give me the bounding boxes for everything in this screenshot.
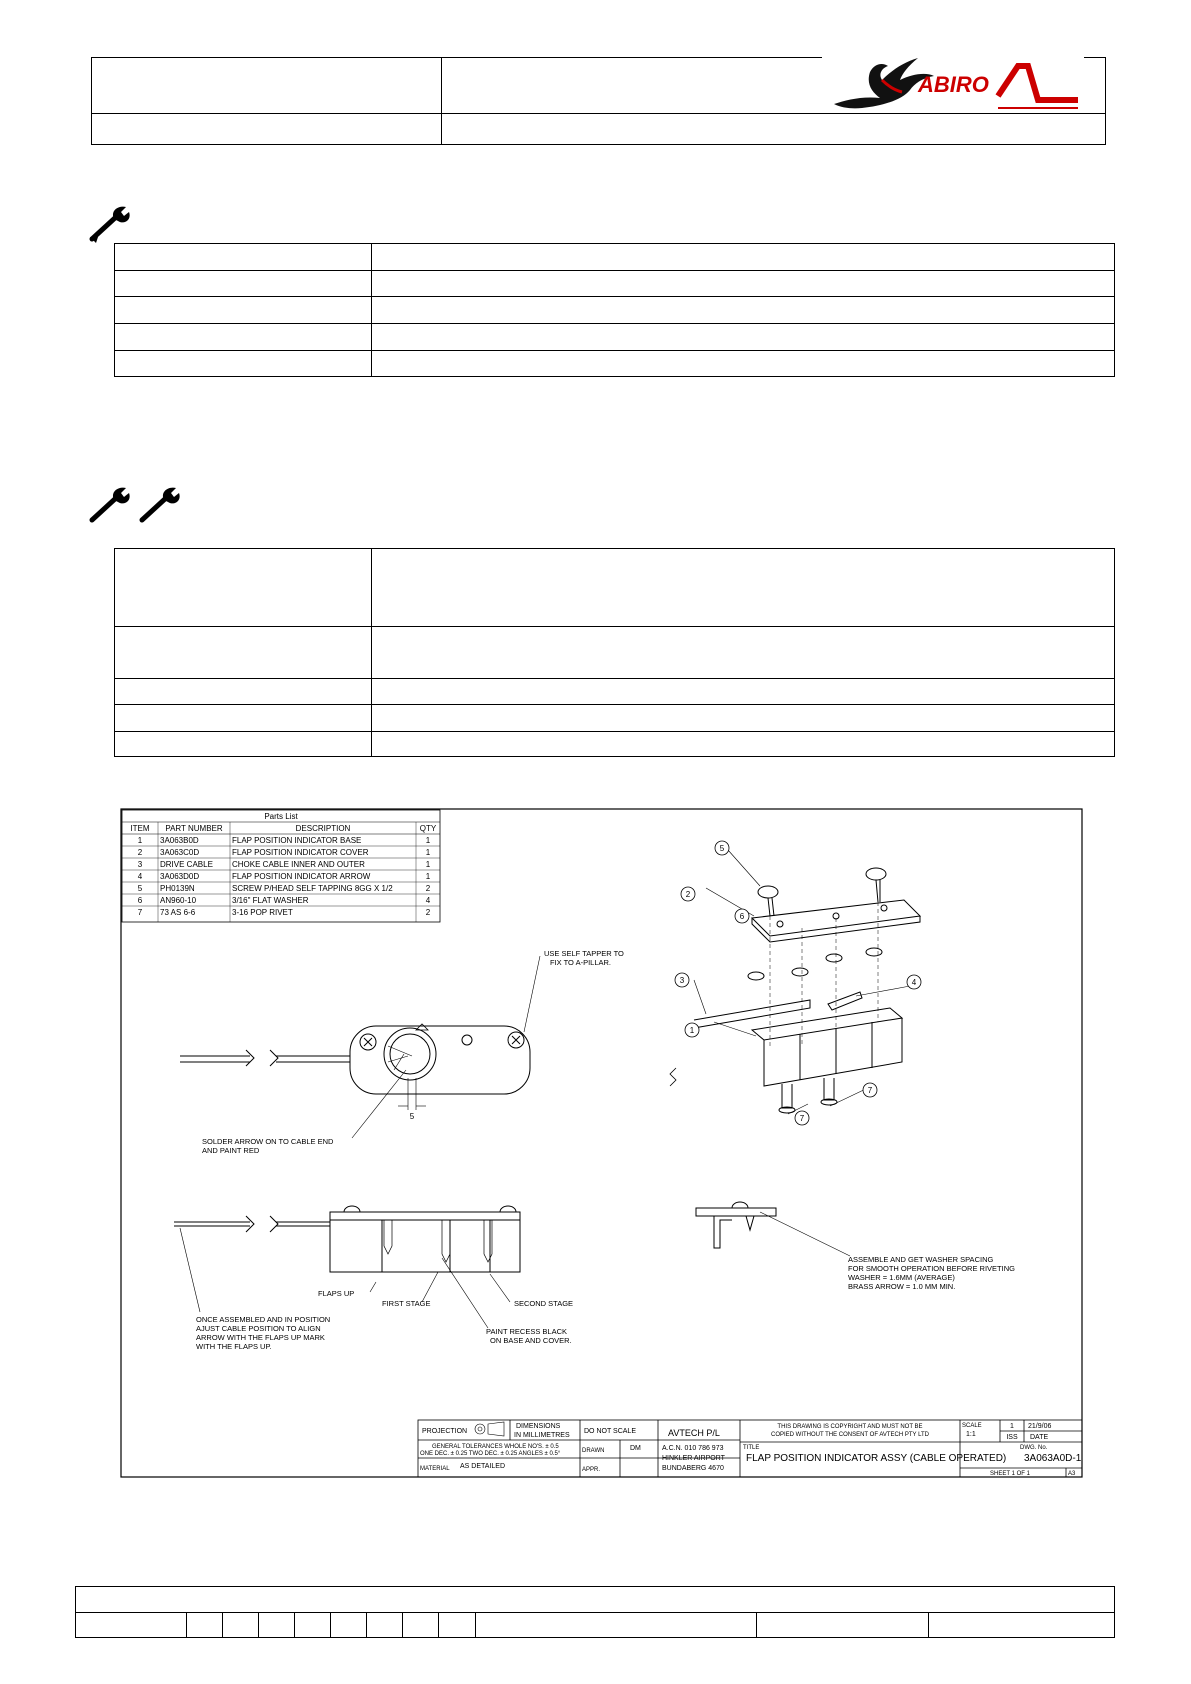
note-solder-2: AND PAINT RED (202, 1146, 260, 1155)
note-paint-recess-2: ON BASE AND COVER. (490, 1336, 572, 1345)
wrench-icon (88, 203, 134, 243)
label-first-stage: FIRST STAGE (382, 1299, 431, 1308)
balloon-number: 7 (799, 1114, 805, 1123)
exploded-view (670, 850, 920, 1114)
tb-copyright-1: THIS DRAWING IS COPYRIGHT AND MUST NOT BE (777, 1424, 923, 1430)
balloon-number: 7 (867, 1086, 873, 1095)
note-washer-1: ASSEMBLE AND GET WASHER SPACING (848, 1255, 994, 1264)
parts-cell: PH0139N (160, 884, 195, 893)
tb-dimensions-2: IN MILLIMETRES (514, 1432, 570, 1439)
parts-cell: 3A063B0D (160, 836, 199, 845)
parts-cell: 3/16" FLAT WASHER (232, 896, 309, 905)
note-solder-1: SOLDER ARROW ON TO CABLE END (202, 1137, 334, 1146)
parts-cell: 1 (425, 836, 431, 845)
side-view (174, 1206, 520, 1328)
note-assembled-2: AJUST CABLE POSITION TO ALIGN (196, 1324, 321, 1333)
tb-material-label: MATERIAL (420, 1466, 450, 1472)
tb-dimensions-1: DIMENSIONS (516, 1423, 561, 1430)
parts-cell: 1 (425, 872, 431, 881)
tb-title-label: TITLE (743, 1445, 760, 1451)
parts-cell: 3-16 POP RIVET (232, 908, 293, 917)
tb-iss-value: 1 (1010, 1423, 1014, 1430)
parts-list-title: Parts List (264, 812, 298, 821)
parts-cell: 1 (425, 860, 431, 869)
tb-title: FLAP POSITION INDICATOR ASSY (CABLE OPERATED) (746, 1453, 1007, 1464)
parts-header-item: ITEM (130, 824, 150, 833)
parts-cell: 73 AS 6-6 (160, 908, 196, 917)
tb-airport: HINKLER AIRPORT (662, 1455, 725, 1462)
note-assembled-4: WITH THE FLAPS UP. (196, 1342, 272, 1351)
label-second-stage: SECOND STAGE (514, 1299, 574, 1308)
parts-header-description: DESCRIPTION (295, 824, 351, 833)
parts-cell: SCREW P/HEAD SELF TAPPING 8GG X 1/2 (232, 884, 393, 893)
parts-cell: CHOKE CABLE INNER AND OUTER (232, 860, 365, 869)
tb-scale-label: SCALE (962, 1423, 982, 1429)
tb-drawn-value: DM (630, 1445, 641, 1452)
parts-cell: FLAP POSITION INDICATOR BASE (232, 836, 362, 845)
parts-header-qty: QTY (419, 824, 437, 833)
note-assembled-3: ARROW WITH THE FLAPS UP MARK (196, 1333, 325, 1342)
front-view (180, 956, 540, 1138)
tb-acn: A.C.N. 010 786 973 (662, 1445, 724, 1452)
parts-header-part-number: PART NUMBER (165, 824, 223, 833)
engineering-drawing (120, 808, 1083, 1478)
tb-do-not-scale: DO NOT SCALE (584, 1428, 636, 1435)
balloon-number: 3 (679, 976, 685, 985)
tb-size: A3 (1068, 1471, 1076, 1477)
part-balloons (675, 841, 921, 1125)
note-self-tapper-2: FIX TO A-PILLAR. (550, 958, 611, 967)
tb-tolerances-2: ONE DEC. ± 0.25 TWO DEC. ± 0.25 ANGLES ± 0.5° (420, 1451, 561, 1457)
tb-appr-label: APPR. (582, 1467, 601, 1473)
balloon-number: 5 (719, 844, 725, 853)
tb-dwg-no: 3A063A0D-1 (1024, 1453, 1082, 1464)
note-self-tapper-1: USE SELF TAPPER TO (544, 949, 624, 958)
note-assembled-1: ONCE ASSEMBLED AND IN POSITION (196, 1315, 331, 1324)
label-flaps-up: FLAPS UP (318, 1289, 355, 1298)
note-washer-3: WASHER = 1.6MM (AVERAGE) (848, 1273, 955, 1282)
balloon-number: 2 (685, 890, 691, 899)
balloon-number: 6 (739, 912, 745, 921)
parts-cell: 5 (137, 884, 143, 893)
tb-tolerances-1: GENERAL TOLERANCES WHOLE NO'S. ± 0.5 (432, 1444, 559, 1450)
parts-cell: 3A063C0D (160, 848, 200, 857)
tb-scale-value: 1:1 (966, 1431, 976, 1438)
tb-sheet: SHEET 1 OF 1 (990, 1471, 1030, 1477)
parts-cell: 2 (137, 848, 143, 857)
detail-view (696, 1202, 850, 1256)
tb-date-label: DATE (1030, 1434, 1049, 1441)
parts-cell: AN960-10 (160, 896, 197, 905)
parts-cell: 1 (425, 848, 431, 857)
parts-cell: 3 (137, 860, 143, 869)
note-paint-recess-1: PAINT RECESS BLACK (486, 1327, 567, 1336)
balloon-number: 1 (689, 1026, 695, 1035)
tb-city: BUNDABERG 4670 (662, 1465, 724, 1472)
tb-date-value: 21/9/06 (1028, 1423, 1052, 1430)
balloon-number: 4 (911, 978, 917, 987)
parts-cell: FLAP POSITION INDICATOR ARROW (232, 872, 371, 881)
double-wrench-icon (88, 484, 184, 524)
parts-cell: 7 (137, 908, 143, 917)
parts-list (122, 810, 440, 922)
parts-cell: DRIVE CABLE (160, 860, 213, 869)
parts-cell: 1 (137, 836, 143, 845)
parts-cell: 4 (137, 872, 143, 881)
parts-cell: 2 (425, 908, 431, 917)
tb-copyright-2: COPIED WITHOUT THE CONSENT OF AVTECH PTY LTD (770, 1432, 930, 1438)
parts-cell: FLAP POSITION INDICATOR COVER (232, 848, 369, 857)
parts-cell: 4 (425, 896, 431, 905)
tb-drawn-label: DRAWN (582, 1448, 605, 1454)
parts-cell: 6 (137, 896, 143, 905)
dimension-5: 5 (409, 1112, 415, 1121)
tb-projection: PROJECTION (422, 1428, 468, 1435)
parts-cell: 3A063D0D (160, 872, 200, 881)
note-washer-2: FOR SMOOTH OPERATION BEFORE RIVETING (848, 1264, 1015, 1273)
tb-company: AVTECH P/L (668, 1428, 720, 1438)
title-block (418, 1420, 1082, 1477)
parts-cell: 2 (425, 884, 431, 893)
tb-dwg-label: DWG. No. (1020, 1445, 1048, 1451)
note-washer-4: BRASS ARROW = 1.0 MM MIN. (848, 1282, 956, 1291)
tb-iss-label: ISS (1006, 1434, 1018, 1441)
svg-text:ABIRO: ABIRO (918, 72, 989, 97)
tb-material-value: AS DETAILED (460, 1463, 505, 1470)
sabiro-logo (822, 56, 1084, 114)
